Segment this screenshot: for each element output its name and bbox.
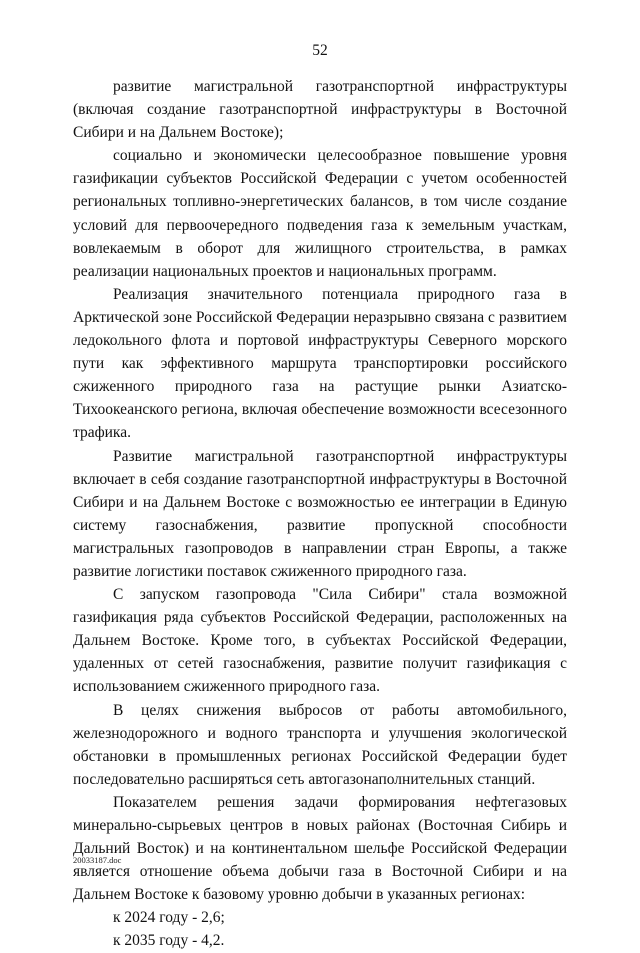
- list-item: к 2035 году - 4,2.: [113, 932, 225, 950]
- paragraph: социально и экономически целесообразное повышение уровня газификации субъектов Российской Федерации с учетом особенностей региональных топливно-энергетических балансов, в том числе создание условий для первоочередного подведения газа к земельным участкам, вовлекаемым в оборот для жилищного строительства, в рамках реализации национальных проектов и национальных программ.: [73, 147, 567, 280]
- paragraph: С запуском газопровода "Сила Сибири" стала возможной газификация ряда субъектов Российской Федерации, расположенных на Дальнем Востоке. Кроме того, в субъектах Российской Федерации, удаленных от сетей газоснабжения, развитие получит газификация с использованием сжиженного природного газа.: [73, 586, 567, 696]
- paragraph: Показателем решения задачи формирования нефтегазовых минерально-сырьевых центров в новых районах (Восточная Сибирь и Дальний Восток) и на континентальном шельфе Российской Федерации является отношение объема добычи газа в Восточной Сибири и на Дальнем Востоке к базовому уровню добычи в указанных регионах:: [73, 793, 567, 904]
- list-item: к 2024 году - 2,6;: [113, 909, 225, 927]
- paragraph: Развитие магистральной газотранспортной инфраструктуры включает в себя создание газотранспортной инфраструктуры в Восточной Сибири и на Дальнем Востоке с возможностью ее интеграции в Единую систему газоснабжения, развитие пропускной способности магистральных газопроводов в направлении стран Европы, а также развитие логистики поставок сжиженного природного газа.: [73, 447, 567, 580]
- paragraph: развитие магистральной газотранспортной инфраструктуры (включая создание газотранспортной инфраструктуры в Восточной Сибири и на Дальнем Востоке);: [73, 78, 567, 142]
- page-number: 52: [312, 42, 328, 59]
- document-filename: 20033187.doc: [73, 855, 122, 865]
- paragraph: Реализация значительного потенциала природного газа в Арктической зоне Российской Федерации неразрывно связана с развитием ледокольного флота и портовой инфраструктуры Северного морского пути как эффективного маршрута транспортировки российского сжиженного природного газа на растущие рынки Азиатско-Тихоокеанского региона, включая обеспечение возможности всесезонного трафика.: [73, 285, 567, 442]
- paragraph: В целях снижения выбросов от работы автомобильного, железнодорожного и водного транспорта и улучшения экологической обстановки в промышленных регионах Российской Федерации будет последовательно расширяться сеть автогазонаполнительных станций.: [73, 701, 567, 788]
- document-body: [73, 75, 567, 953]
